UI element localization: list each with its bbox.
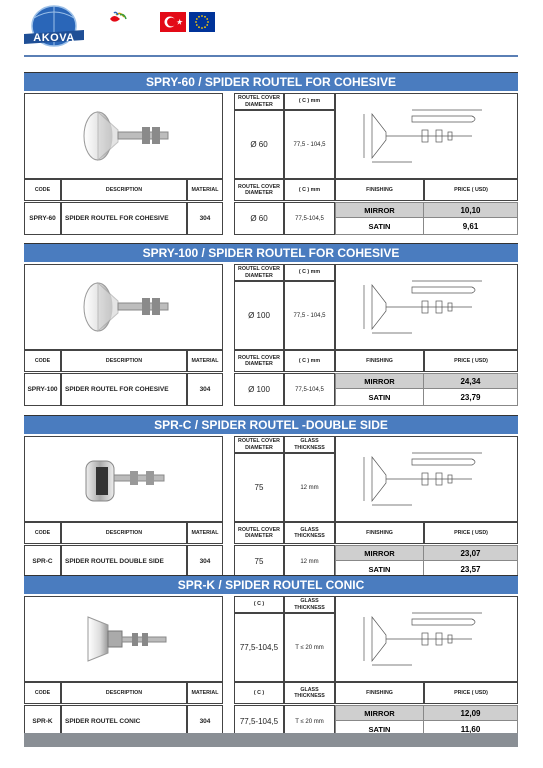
akova-logo — [22, 4, 86, 52]
code-header: CODE — [24, 179, 61, 201]
col4-top-header: ROUTEL COVER DIAMETER — [234, 436, 284, 453]
col4-value: 75 — [234, 545, 284, 578]
code-header: CODE — [24, 682, 61, 704]
col5-top-header: ( C ) mm — [284, 264, 335, 281]
col5-value: T ≤ 20 mm — [284, 705, 335, 738]
material-header: MATERIAL — [187, 682, 223, 704]
eu-flag-icon — [189, 12, 215, 32]
product-photo — [24, 93, 223, 179]
product-description: SPIDER ROUTEL FOR COHESIVE — [61, 373, 187, 406]
col4-top-value: 75 — [234, 453, 284, 522]
product-photo — [24, 596, 223, 682]
finish-satin: SATIN — [335, 561, 424, 578]
col4-header: ROUTEL COVER DIAMETER — [234, 350, 284, 372]
col4-top-value: Ø 100 — [234, 281, 284, 350]
footer-bar — [24, 733, 518, 747]
col5-top-value: 12 mm — [284, 453, 335, 522]
col4-header: ROUTEL COVER DIAMETER — [234, 179, 284, 201]
col5-header: ( C ) mm — [284, 350, 335, 372]
product-block — [24, 243, 518, 402]
col5-top-header: GLASS THICKNESS — [284, 436, 335, 453]
finishing-header: FINISHING — [335, 179, 424, 201]
description-header: DESCRIPTION — [61, 179, 187, 201]
technical-drawing — [335, 264, 518, 350]
technical-drawing — [335, 93, 518, 179]
product-title: SPR-C / SPIDER ROUTEL -DOUBLE SIDE — [24, 415, 518, 434]
price-header: PRICE ( USD) — [424, 179, 518, 201]
product-photo — [24, 436, 223, 522]
col5-header: ( C ) mm — [284, 179, 335, 201]
price-header: PRICE ( USD) — [424, 350, 518, 372]
code-header: CODE — [24, 522, 61, 544]
finish-mirror: MIRROR — [335, 545, 424, 561]
finish-satin: SATIN — [335, 218, 424, 235]
finish-mirror: MIRROR — [335, 202, 424, 218]
col5-value: 12 mm — [284, 545, 335, 578]
col4-top-header: ( C ) — [234, 596, 284, 613]
product-title: SPRY-60 / SPIDER ROUTEL FOR COHESIVE — [24, 72, 518, 91]
col5-value: 77,5-104,5 — [284, 373, 335, 406]
product-description: SPIDER ROUTEL FOR COHESIVE — [61, 202, 187, 235]
col4-top-value: 77,5-104,5 — [234, 613, 284, 682]
price-satin: 23,57 — [424, 561, 518, 578]
technical-drawing — [335, 436, 518, 522]
col5-top-header: ( C ) mm — [284, 93, 335, 110]
col4-top-value: Ø 60 — [234, 110, 284, 179]
product-code: SPR-K — [24, 705, 61, 738]
turkiye-logo — [106, 11, 158, 35]
code-header: CODE — [24, 350, 61, 372]
description-header: DESCRIPTION — [61, 682, 187, 704]
product-block — [24, 72, 518, 231]
price-header: PRICE ( USD) — [424, 522, 518, 544]
product-title: SPRY-100 / SPIDER ROUTEL FOR COHESIVE — [24, 243, 518, 262]
col5-top-value: 77,5 - 104,5 — [284, 110, 335, 179]
finish-satin: SATIN — [335, 389, 424, 406]
finish-satin: SATIN — [335, 721, 424, 738]
product-code: SPRY-100 — [24, 373, 61, 406]
col4-value: 77,5-104,5 — [234, 705, 284, 738]
price-satin: 11,60 — [424, 721, 518, 738]
finishing-header: FINISHING — [335, 522, 424, 544]
product-block — [24, 415, 518, 574]
description-header: DESCRIPTION — [61, 522, 187, 544]
col5-header: GLASS THICKNESS — [284, 522, 335, 544]
col4-value: Ø 60 — [234, 202, 284, 235]
page-header — [0, 0, 543, 58]
header-divider — [24, 55, 518, 57]
price-header: PRICE ( USD) — [424, 682, 518, 704]
col5-top-value: T ≤ 20 mm — [284, 613, 335, 682]
product-material: 304 — [187, 202, 223, 235]
finishing-header: FINISHING — [335, 682, 424, 704]
finish-mirror: MIRROR — [335, 373, 424, 389]
col4-header: ROUTEL COVER DIAMETER — [234, 522, 284, 544]
col4-header: ( C ) — [234, 682, 284, 704]
price-satin: 9,61 — [424, 218, 518, 235]
finishing-header: FINISHING — [335, 350, 424, 372]
price-satin: 23,79 — [424, 389, 518, 406]
product-material: 304 — [187, 545, 223, 578]
col4-top-header: ROUTEL COVER DIAMETER — [234, 264, 284, 281]
material-header: MATERIAL — [187, 179, 223, 201]
product-photo — [24, 264, 223, 350]
price-mirror: 12,09 — [424, 705, 518, 721]
price-mirror: 23,07 — [424, 545, 518, 561]
turkey-flag-icon — [160, 12, 186, 32]
brand-name: AKOVA — [33, 32, 75, 44]
finish-mirror: MIRROR — [335, 705, 424, 721]
description-header: DESCRIPTION — [61, 350, 187, 372]
col5-header: GLASS THICKNESS — [284, 682, 335, 704]
product-material: 304 — [187, 705, 223, 738]
product-description: SPIDER ROUTEL DOUBLE SIDE — [61, 545, 187, 578]
technical-drawing — [335, 596, 518, 682]
price-mirror: 24,34 — [424, 373, 518, 389]
product-code: SPRY-60 — [24, 202, 61, 235]
product-code: SPR-C — [24, 545, 61, 578]
product-title: SPR-K / SPIDER ROUTEL CONIC — [24, 575, 518, 594]
col4-value: Ø 100 — [234, 373, 284, 406]
col5-top-value: 77,5 - 104,5 — [284, 281, 335, 350]
product-block — [24, 575, 518, 734]
col5-value: 77,5-104,5 — [284, 202, 335, 235]
material-header: MATERIAL — [187, 350, 223, 372]
material-header: MATERIAL — [187, 522, 223, 544]
price-mirror: 10,10 — [424, 202, 518, 218]
product-material: 304 — [187, 373, 223, 406]
col4-top-header: ROUTEL COVER DIAMETER — [234, 93, 284, 110]
product-description: SPIDER ROUTEL CONIC — [61, 705, 187, 738]
col5-top-header: GLASS THICKNESS — [284, 596, 335, 613]
